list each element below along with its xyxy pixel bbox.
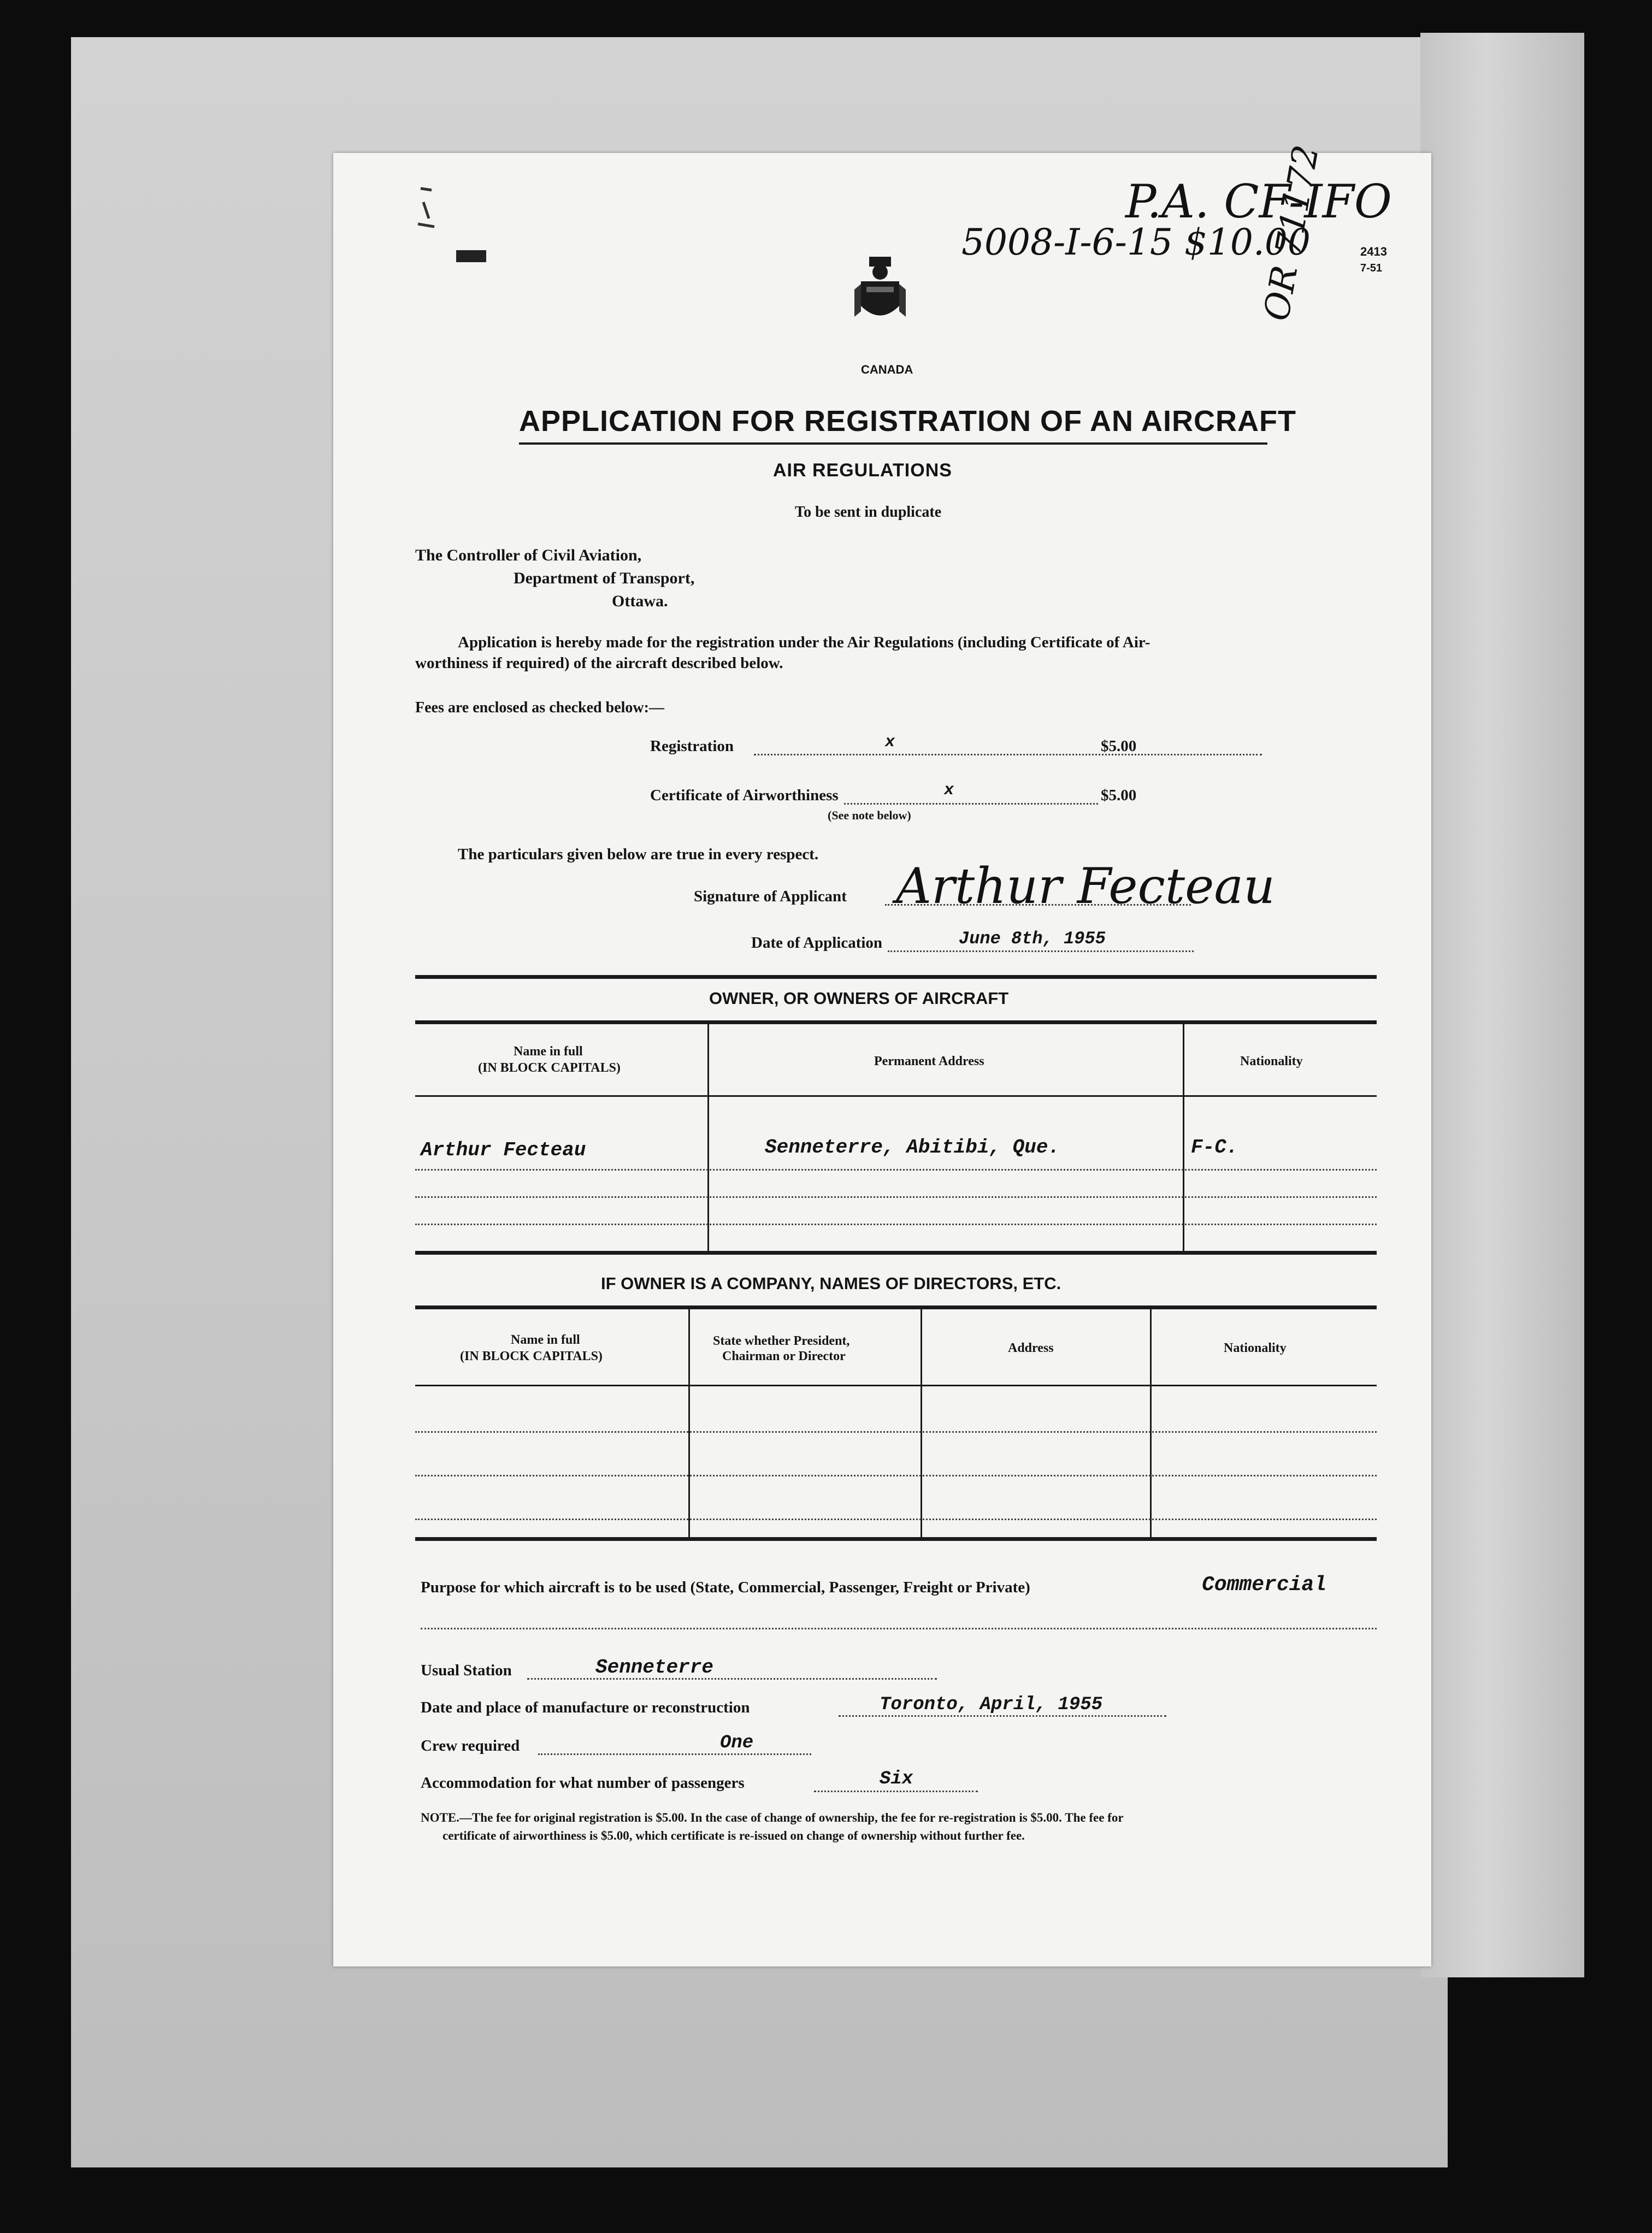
company-bottom-rule bbox=[415, 1537, 1377, 1541]
registration-fee-leader bbox=[754, 754, 1262, 755]
company-header-rule bbox=[415, 1385, 1377, 1386]
airworthiness-fee-amount: $5.00 bbox=[1101, 787, 1137, 804]
company-row-line-3 bbox=[415, 1519, 1377, 1520]
fees-heading: Fees are enclosed as checked below:— bbox=[415, 699, 664, 716]
form-revision: 7-51 bbox=[1360, 262, 1383, 274]
registration-fee-checkmark: x bbox=[885, 733, 895, 752]
usual-station-label: Usual Station bbox=[421, 1662, 512, 1679]
intro-text-line-2: worthiness if required) of the aircraft described below. bbox=[415, 654, 783, 672]
owner-nationality: F-C. bbox=[1191, 1136, 1238, 1159]
signature-label: Signature of Applicant bbox=[694, 888, 847, 905]
coat-of-arms-icon bbox=[850, 257, 910, 328]
purpose-value: Commercial bbox=[1202, 1573, 1327, 1597]
handwritten-file-reference: 5008-I-6-15 $10.00 bbox=[961, 221, 1311, 263]
owners-header-rule bbox=[415, 1095, 1377, 1097]
handwritten-side-reference: OR 71172 bbox=[1256, 142, 1328, 324]
owners-row-line-3 bbox=[415, 1224, 1377, 1225]
airworthiness-fee-label: Certificate of Airworthiness bbox=[650, 787, 839, 804]
accommodation-line bbox=[814, 1791, 978, 1792]
company-col-divider-3 bbox=[1150, 1308, 1152, 1537]
crest-label: CANADA bbox=[861, 363, 913, 376]
purpose-line bbox=[421, 1628, 1377, 1629]
title-underline bbox=[519, 442, 1267, 445]
applicant-signature: Arthur Fecteau bbox=[896, 858, 1275, 915]
manufacture-value: Toronto, April, 1955 bbox=[880, 1694, 1103, 1715]
company-col-address: Address bbox=[1008, 1341, 1054, 1355]
manufacture-line bbox=[839, 1715, 1166, 1717]
company-heading-rule bbox=[415, 1305, 1377, 1309]
owners-row-line-1 bbox=[415, 1169, 1377, 1171]
company-row-line-1 bbox=[415, 1431, 1377, 1433]
purpose-label: Purpose for which aircraft is to be used (State, Commercial, Passenger, Freight or Private) bbox=[421, 1579, 1030, 1596]
company-col-name-1: Name in full bbox=[511, 1333, 580, 1347]
company-heading: IF OWNER IS A COMPANY, NAMES OF DIRECTORS, ETC. bbox=[601, 1274, 1061, 1293]
application-date-line bbox=[888, 950, 1194, 952]
company-col-role-2: Chairman or Director bbox=[722, 1349, 846, 1363]
page-title: APPLICATION FOR REGISTRATION OF AN AIRCRAFT bbox=[519, 405, 1296, 438]
airworthiness-fee-checkmark: x bbox=[944, 781, 954, 800]
owners-col-name-1: Name in full bbox=[514, 1044, 583, 1059]
usual-station-value: Senneterre bbox=[595, 1656, 714, 1679]
address-line-3: Ottawa. bbox=[612, 592, 668, 610]
airworthiness-fee-note: (See note below) bbox=[828, 808, 911, 822]
owner-name: Arthur Fecteau bbox=[421, 1139, 586, 1161]
crew-value: One bbox=[720, 1733, 754, 1753]
company-col-name-2: (IN BLOCK CAPITALS) bbox=[460, 1349, 603, 1363]
owners-heading: OWNER, OR OWNERS OF AIRCRAFT bbox=[709, 989, 1009, 1008]
fee-note-line-1: NOTE.—The fee for original registration is $5.00. In the case of change of ownership, the fee for re-registration is $5.00. The fee for bbox=[421, 1811, 1124, 1824]
duplicate-note: To be sent in duplicate bbox=[795, 504, 942, 521]
owners-col-nationality: Nationality bbox=[1240, 1054, 1303, 1068]
crew-line bbox=[538, 1753, 811, 1755]
address-line-2: Department of Transport, bbox=[514, 569, 695, 587]
manufacture-label: Date and place of manufacture or reconstruction bbox=[421, 1699, 750, 1716]
stamp-bar bbox=[456, 250, 486, 262]
crew-label: Crew required bbox=[421, 1737, 520, 1754]
form-subtitle: AIR REGULATIONS bbox=[773, 460, 952, 481]
owners-row-line-2 bbox=[415, 1196, 1377, 1198]
fee-note-line-2: certificate of airworthiness is $5.00, which certificate is re-issued on change of ownership without further fee. bbox=[442, 1829, 1025, 1842]
form-number: 2413 bbox=[1360, 245, 1387, 258]
intro-text-line-1: Application is hereby made for the registration under the Air Regulations (including Certificate of Air- bbox=[458, 634, 1150, 651]
company-row-line-2 bbox=[415, 1475, 1377, 1476]
handwritten-registration-mark: P.A. CF-IFO bbox=[1125, 175, 1392, 228]
usual-station-line bbox=[527, 1678, 937, 1680]
airworthiness-fee-leader bbox=[844, 803, 1098, 805]
accommodation-value: Six bbox=[880, 1769, 913, 1789]
company-col-divider-1 bbox=[688, 1308, 690, 1537]
company-col-divider-2 bbox=[921, 1308, 922, 1537]
accommodation-label: Accommodation for what number of passengers bbox=[421, 1774, 745, 1792]
registration-fee-amount: $5.00 bbox=[1101, 737, 1137, 755]
company-col-nationality: Nationality bbox=[1224, 1341, 1287, 1355]
owners-top-rule bbox=[415, 975, 1377, 979]
owners-heading-rule bbox=[415, 1020, 1377, 1024]
registration-fee-label: Registration bbox=[650, 737, 734, 755]
owners-bottom-rule bbox=[415, 1251, 1377, 1255]
application-form bbox=[333, 142, 1431, 1966]
owners-col-divider-1 bbox=[707, 1023, 709, 1251]
address-line-1: The Controller of Civil Aviation, bbox=[415, 546, 642, 564]
owners-col-address: Permanent Address bbox=[874, 1054, 984, 1068]
application-date-label: Date of Application bbox=[751, 934, 883, 952]
application-date-value: June 8th, 1955 bbox=[959, 929, 1106, 949]
page-edge-strip bbox=[1420, 33, 1584, 1977]
owners-col-name-2: (IN BLOCK CAPITALS) bbox=[478, 1061, 621, 1075]
company-col-role-1: State whether President, bbox=[713, 1334, 850, 1348]
owner-address: Senneterre, Abitibi, Que. bbox=[765, 1136, 1060, 1159]
declaration-text: The particulars given below are true in every respect. bbox=[458, 846, 819, 863]
stamp-mark bbox=[415, 186, 437, 235]
owners-col-divider-2 bbox=[1183, 1023, 1184, 1251]
